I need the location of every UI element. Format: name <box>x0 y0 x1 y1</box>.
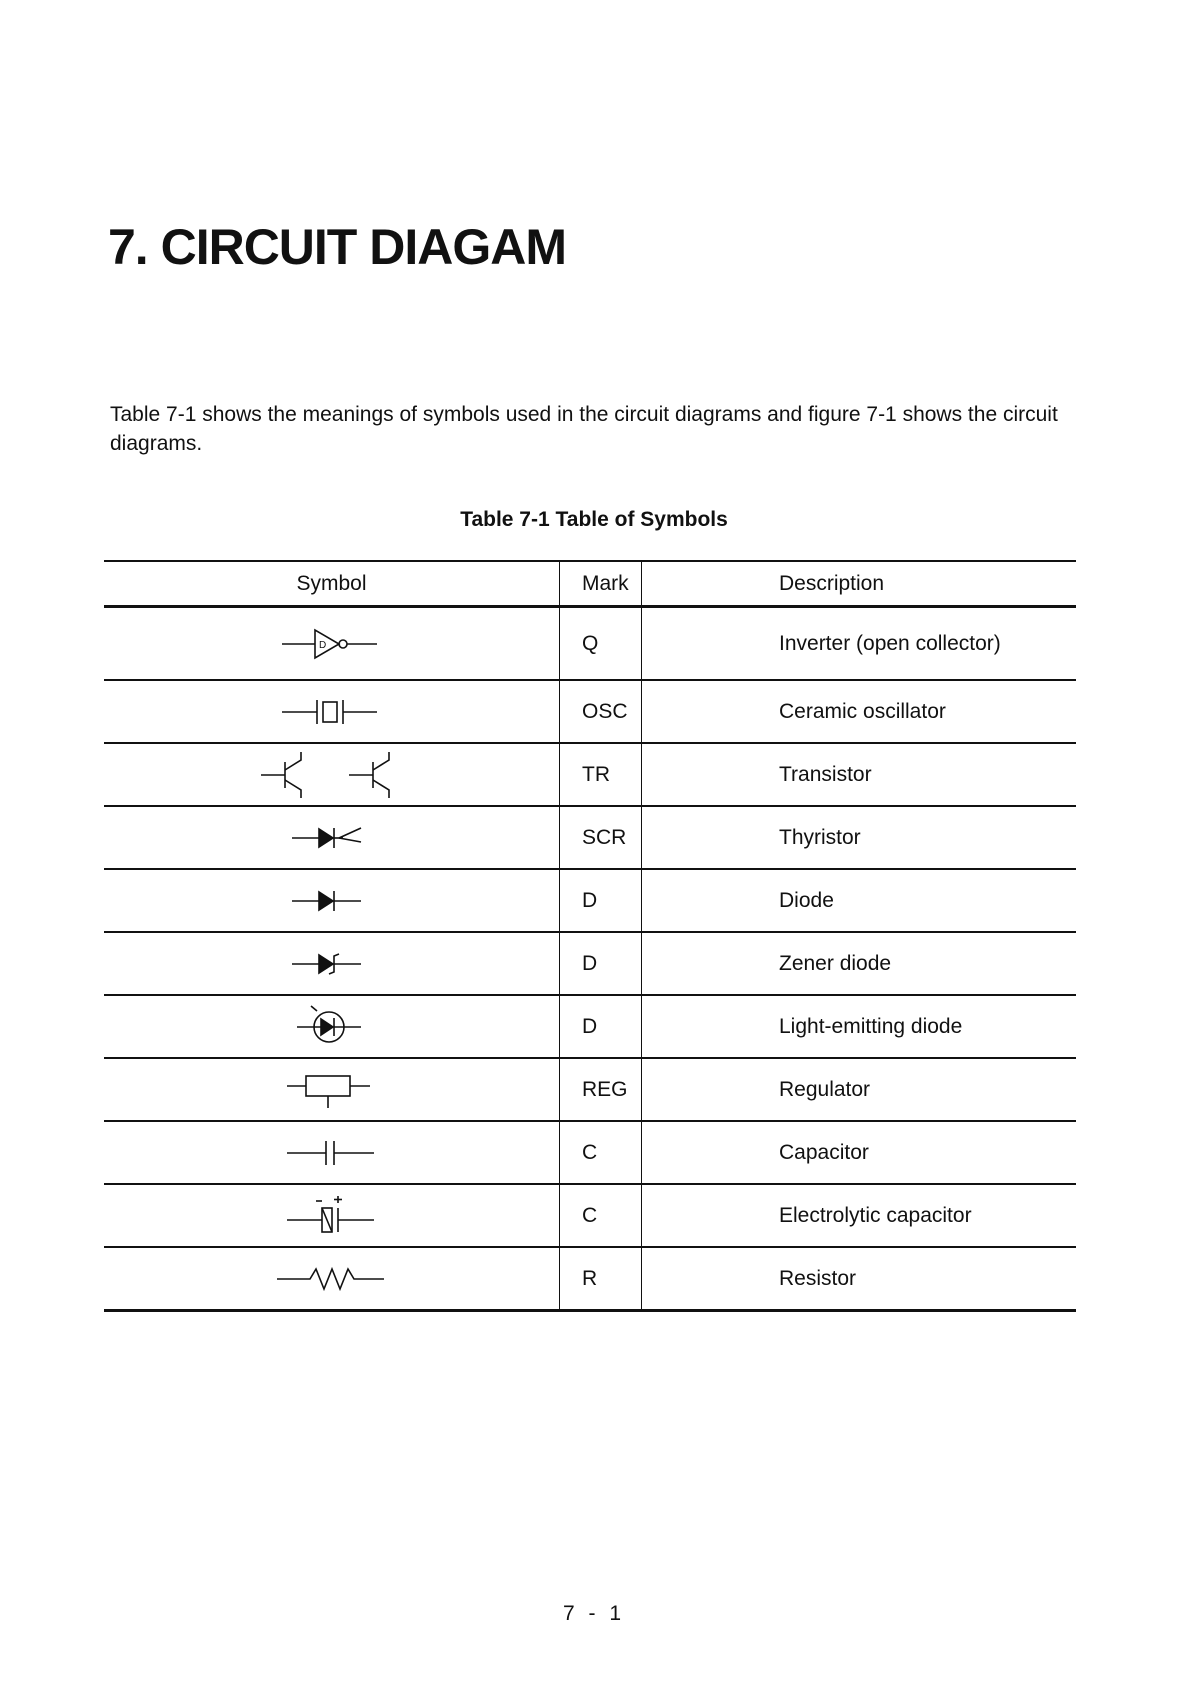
description-cell: Light-emitting diode <box>642 995 1077 1058</box>
symbol-cell <box>104 680 560 743</box>
symbol-cell <box>104 607 560 681</box>
symbol-cell <box>104 806 560 869</box>
svg-text:D: D <box>318 639 326 651</box>
led-icon <box>287 1005 377 1049</box>
diode-icon <box>287 883 377 919</box>
symbol-cell <box>104 1058 560 1121</box>
table-row <box>104 869 1076 932</box>
description-cell: Diode <box>642 869 1077 932</box>
mark-cell: REG <box>560 1058 642 1121</box>
symbol-cell <box>104 1121 560 1184</box>
description-cell: Inverter (open collector) <box>642 607 1077 681</box>
table-row <box>104 607 1076 681</box>
thyristor-icon <box>287 820 377 856</box>
mark-cell: D <box>560 995 642 1058</box>
zener-diode-icon <box>287 946 377 982</box>
page-title: 7. CIRCUIT DIAGAM <box>108 219 566 275</box>
mark-cell: SCR <box>560 806 642 869</box>
mark-cell: R <box>560 1247 642 1311</box>
description-cell: Zener diode <box>642 932 1077 995</box>
table-caption: Table 7-1 Table of Symbols <box>460 508 728 531</box>
table-row <box>104 932 1076 995</box>
mark-cell: D <box>560 869 642 932</box>
ceramic-oscillator-icon <box>277 694 387 730</box>
symbol-cell <box>104 995 560 1058</box>
table-row <box>104 743 1076 806</box>
inverter-icon <box>277 624 387 664</box>
mark-cell: Q <box>560 607 642 681</box>
symbol-cell <box>104 1184 560 1247</box>
regulator-icon <box>282 1068 382 1112</box>
description-cell: Electrolytic capacitor <box>642 1184 1077 1247</box>
mark-cell: TR <box>560 743 642 806</box>
description-cell: Capacitor <box>642 1121 1077 1184</box>
mark-cell: D <box>560 932 642 995</box>
table-header-row <box>104 561 1076 607</box>
description-cell: Thyristor <box>642 806 1077 869</box>
resistor-icon <box>272 1261 392 1297</box>
mark-cell: C <box>560 1121 642 1184</box>
description-cell: Regulator <box>642 1058 1077 1121</box>
symbol-cell <box>104 869 560 932</box>
symbol-cell <box>104 1247 560 1311</box>
symbols-table <box>104 560 1076 1312</box>
symbol-cell <box>104 743 560 806</box>
description-cell: Transistor <box>642 743 1077 806</box>
table-row <box>104 1058 1076 1121</box>
mark-cell: OSC <box>560 680 642 743</box>
header-mark: Mark <box>560 561 642 607</box>
header-description: Description <box>642 561 1077 607</box>
description-cell: Resistor <box>642 1247 1077 1311</box>
mark-cell: C <box>560 1184 642 1247</box>
table-row <box>104 1247 1076 1311</box>
table-row <box>104 1184 1076 1247</box>
table-row <box>104 806 1076 869</box>
intro-paragraph: Table 7-1 shows the meanings of symbols used in the circuit diagrams and figure 7-1 shows the circuit diagrams. <box>110 403 1058 455</box>
page-number: 7 - 1 <box>562 1602 626 1625</box>
description-cell: Ceramic oscillator <box>642 680 1077 743</box>
transistor-icon <box>257 748 407 802</box>
table-row <box>104 680 1076 743</box>
table-row <box>104 1121 1076 1184</box>
header-symbol: Symbol <box>104 561 560 607</box>
capacitor-icon <box>282 1135 382 1171</box>
electrolytic-capacitor-icon <box>282 1194 382 1238</box>
symbol-cell <box>104 932 560 995</box>
table-row <box>104 995 1076 1058</box>
